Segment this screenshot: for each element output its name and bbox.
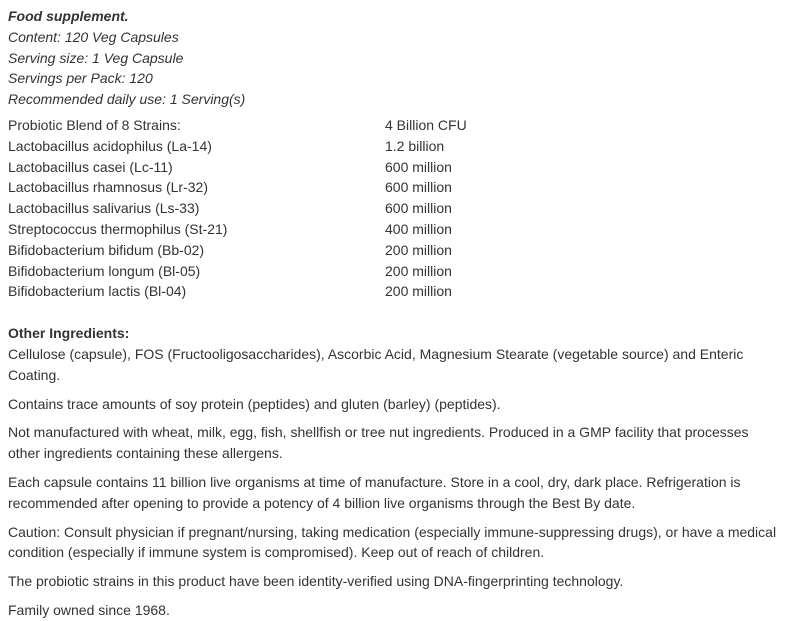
strain-label: Bifidobacterium longum (Bl-05) [8, 262, 201, 279]
table-row [8, 240, 782, 261]
strain-amount: 600 million [385, 158, 452, 175]
strain-label: Streptococcus thermophilus (St-21) [8, 220, 228, 237]
other-ingredients-text: Cellulose (capsule), FOS (Fructooligosaccharides), Ascorbic Acid, Magnesium Stearate (vegetable source) and Enteric Coating. [8, 345, 744, 383]
supplement-facts-table [8, 115, 782, 302]
allergen-facility-paragraph: Not manufactured with wheat, milk, egg, fish, shellfish or tree nut ingredients. Produced in a GMP facility that processes other ingredients containing these allergens. [8, 424, 749, 462]
table-row [8, 115, 782, 136]
strain-label: Lactobacillus casei (Lc-11) [8, 158, 173, 175]
table-row [8, 261, 782, 282]
intro-serving-size-line: Serving size: 1 Veg Capsule [8, 49, 184, 66]
potency-storage-paragraph: Each capsule contains 11 billion live organisms at time of manufacture. Store in a cool, dry, dark place. Refrigeration is recommended after opening to provide a potency of 4 billion live organisms through the Best By date. [8, 473, 741, 511]
strain-label: Lactobacillus rhamnosus (Lr-32) [8, 179, 208, 196]
intro-daily-use-line: Recommended daily use: 1 Serving(s) [8, 91, 246, 108]
other-ingredients-block [8, 323, 782, 385]
strain-label: Bifidobacterium lactis (Bl-04) [8, 283, 187, 300]
allergen-trace-paragraph: Contains trace amounts of soy protein (peptides) and gluten (barley) (peptides). [8, 395, 501, 412]
intro-title: Food supplement. [8, 8, 129, 24]
strain-amount: 4 Billion CFU [385, 116, 467, 133]
strain-label: Lactobacillus acidophilus (La-14) [8, 137, 212, 154]
strain-amount: 600 million [385, 200, 452, 217]
table-row [8, 198, 782, 219]
intro-servings-per-pack-line: Servings per Pack: 120 [8, 70, 153, 87]
table-row [8, 281, 782, 302]
strain-amount: 600 million [385, 179, 452, 196]
caution-paragraph: Caution: Consult physician if pregnant/nursing, taking medication (especially immune-suppressing drugs), or have a medical condition (especially if immune system is compromised). Keep out of reach of children. [8, 523, 777, 561]
table-row [8, 157, 782, 178]
strain-label: Lactobacillus salivarius (Ls-33) [8, 200, 200, 217]
dna-verification-paragraph: The probiotic strains in this product have been identity-verified using DNA-fingerprinting technology. [8, 573, 624, 590]
strain-label: Probiotic Blend of 8 Strains: [8, 116, 181, 133]
intro-block [8, 6, 782, 110]
table-row [8, 177, 782, 198]
strain-amount: 200 million [385, 262, 452, 279]
strain-amount: 1.2 billion [385, 137, 445, 154]
other-ingredients-heading: Other Ingredients: [8, 325, 130, 342]
table-row [8, 219, 782, 240]
family-owned-paragraph: Family owned since 1968. [8, 601, 170, 618]
intro-content-line: Content: 120 Veg Capsules [8, 28, 179, 45]
supplement-info-page [8, 6, 782, 621]
strain-amount: 400 million [385, 220, 452, 237]
strain-amount: 200 million [385, 283, 452, 300]
strain-label: Bifidobacterium bifidum (Bb-02) [8, 241, 205, 258]
table-row [8, 136, 782, 157]
strain-amount: 200 million [385, 241, 452, 258]
